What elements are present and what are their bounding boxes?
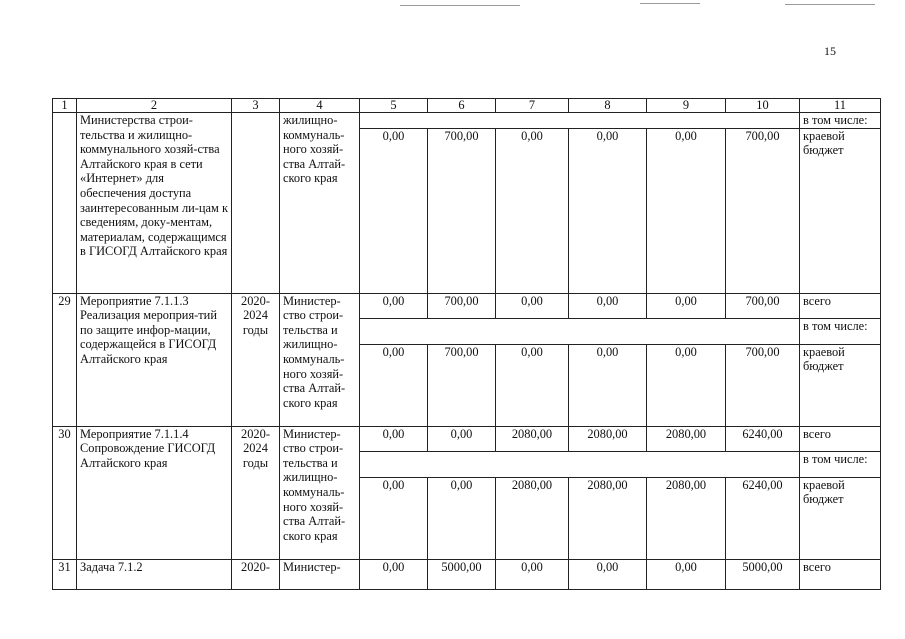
value-cell: 5000,00 [726,559,800,589]
period-cell [232,113,280,294]
subtotal-spacer [360,451,800,477]
value-cell: 0,00 [569,128,647,293]
value-cell: 700,00 [428,128,496,293]
value-cell: 0,00 [428,477,496,559]
value-cell: 0,00 [496,344,569,426]
value-cell: 0,00 [360,293,428,318]
source-label: всего [800,293,881,318]
executor-cell: жилищно-коммуналь-ного хозяй-ства Алтай-ского края [280,113,360,294]
source-label: краевой бюджет [800,128,881,293]
col-header: 9 [647,99,726,113]
value-cell: 700,00 [726,293,800,318]
row-number-cell: 30 [53,426,77,559]
col-header: 5 [360,99,428,113]
value-cell: 0,00 [647,293,726,318]
header-row [53,99,881,113]
executor-cell: Министер- [280,559,360,589]
value-cell: 0,00 [496,293,569,318]
executor-cell: Министер-ство строи-тельства и жилищно-коммуналь-ного хозяй-ства Алтай-ского края [280,426,360,559]
col-header: 7 [496,99,569,113]
value-cell: 6240,00 [726,426,800,451]
table-row [53,426,881,451]
col-header: 11 [800,99,881,113]
table-row [53,293,881,318]
col-header: 1 [53,99,77,113]
value-cell: 2080,00 [496,426,569,451]
subtotal-spacer [360,113,800,129]
col-header: 4 [280,99,360,113]
source-label: в том числе: [800,451,881,477]
budget-table [52,98,881,590]
page-number: 15 [824,44,836,58]
value-cell: 0,00 [360,426,428,451]
value-cell: 0,00 [569,344,647,426]
period-cell: 2020- [232,559,280,589]
value-cell: 700,00 [726,344,800,426]
description-cell: Мероприятие 7.1.1.3 Реализация мероприя-тий по защите инфор-мации, содержащейся в ГИСОГД Алтайского края [77,293,232,426]
value-cell: 2080,00 [647,477,726,559]
value-cell: 2080,00 [496,477,569,559]
value-cell: 700,00 [428,344,496,426]
source-label: краевой бюджет [800,344,881,426]
period-cell: 2020-2024 годы [232,426,280,559]
value-cell: 6240,00 [726,477,800,559]
table-row [53,113,881,129]
description-cell: Министерства строи-тельства и жилищно-коммунального хозяй-ства Алтайского края в сети «Интернет» для обеспечения доступа заинтересованным ли-цам к сведениям, доку-ментам, материалам, содержащимся в ГИСОГД Алтайского края [77,113,232,294]
value-cell: 0,00 [569,559,647,589]
value-cell: 0,00 [360,344,428,426]
value-cell: 0,00 [360,477,428,559]
value-cell: 0,00 [428,426,496,451]
executor-cell: Министер-ство строи-тельства и жилищно-коммуналь-ного хозяй-ства Алтай-ского края [280,293,360,426]
col-header: 10 [726,99,800,113]
scan-edge-mark [400,5,520,6]
value-cell: 700,00 [428,293,496,318]
row-number-cell [53,113,77,294]
source-label: всего [800,559,881,589]
col-header: 3 [232,99,280,113]
source-label: в том числе: [800,318,881,344]
row-number-cell: 31 [53,559,77,589]
value-cell: 0,00 [647,128,726,293]
table-row [53,559,881,589]
description-cell: Задача 7.1.2 [77,559,232,589]
description-cell: Мероприятие 7.1.1.4 Сопровождение ГИСОГД Алтайского края [77,426,232,559]
scan-edge-mark [640,3,700,4]
source-label: в том числе: [800,113,881,129]
col-header: 2 [77,99,232,113]
value-cell: 700,00 [726,128,800,293]
scan-edge-mark [785,4,875,5]
source-label: краевой бюджет [800,477,881,559]
row-number-cell: 29 [53,293,77,426]
value-cell: 0,00 [647,559,726,589]
period-cell: 2020-2024 годы [232,293,280,426]
source-label: всего [800,426,881,451]
subtotal-spacer [360,318,800,344]
value-cell: 0,00 [360,128,428,293]
value-cell: 0,00 [569,293,647,318]
value-cell: 0,00 [496,128,569,293]
value-cell: 0,00 [496,559,569,589]
value-cell: 5000,00 [428,559,496,589]
value-cell: 0,00 [647,344,726,426]
value-cell: 2080,00 [569,426,647,451]
value-cell: 0,00 [360,559,428,589]
value-cell: 2080,00 [647,426,726,451]
value-cell: 2080,00 [569,477,647,559]
col-header: 6 [428,99,496,113]
col-header: 8 [569,99,647,113]
